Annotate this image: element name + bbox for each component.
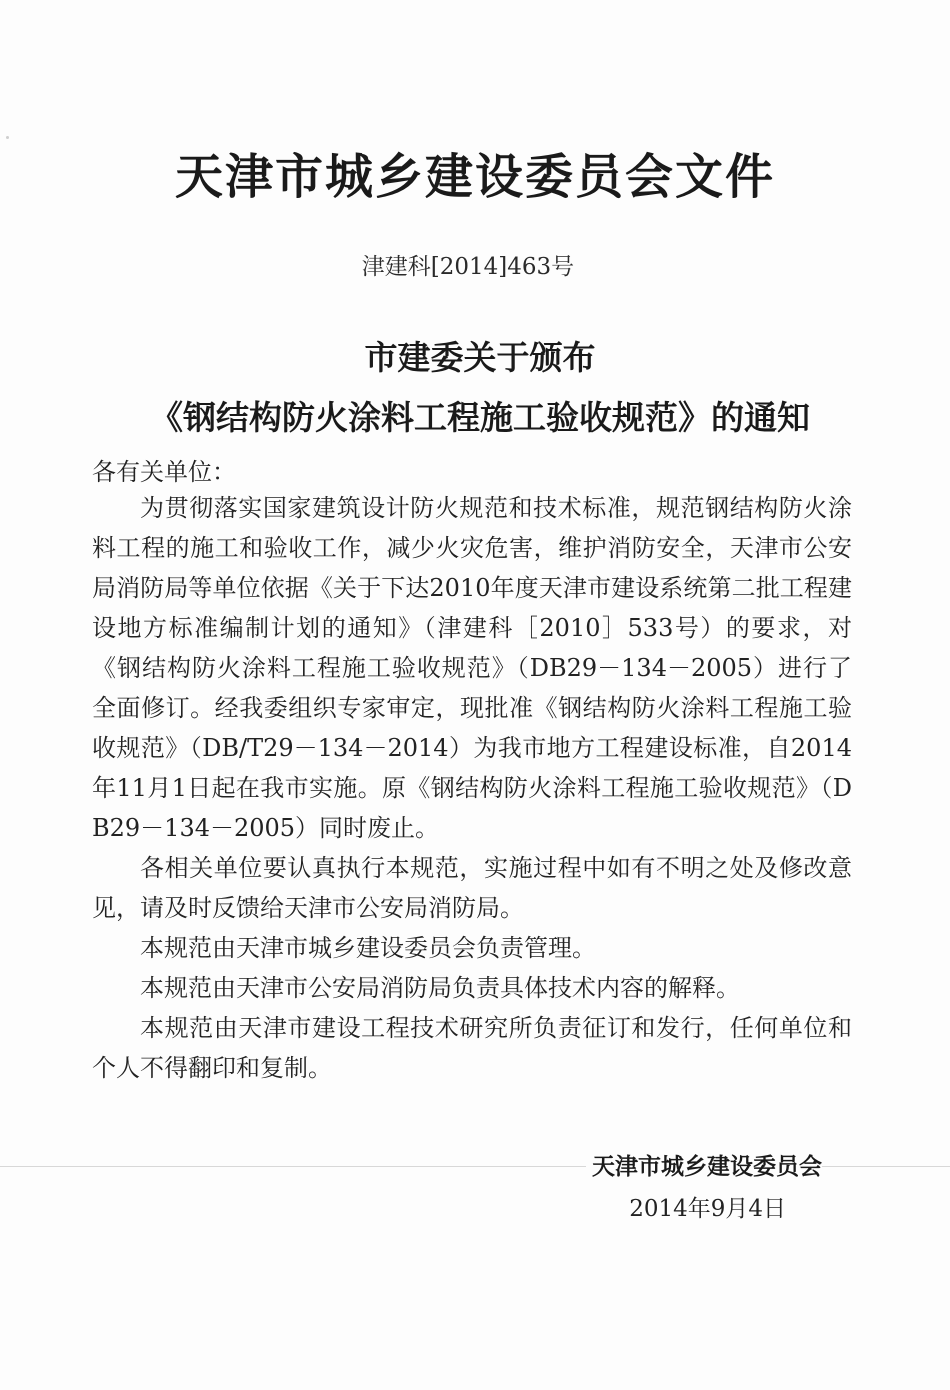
body-paragraph: 为贯彻落实国家建筑设计防火规范和技术标准，规范钢结构防火涂料工程的施工和验收工作，减少火灾危害，维护消防安全，天津市公安局消防局等单位依据《关于下达2010年度天津市建设系统第二批工程建设地方标准编制计划的通知》（津建科［2010］533号）的要求，对《钢结构防火涂料工程施工验收规范》（DB29－134－2005）进行了全面修订。经我委组织专家审定，现批准《钢结构防火涂料工程施工验收规范》（DB/T29－134－2014）为我市地方工程建设标准，自2014年11月1日起在我市实施。原《钢结构防火涂料工程施工验收规范》（DB29－134－2005）同时废止。: [92, 494, 852, 842]
notice-title-line-2: 《钢结构防火涂料工程施工验收规范》的通知: [150, 398, 810, 437]
body-paragraph: 各相关单位要认真执行本规范，实施过程中如有不明之处及修改意见，请及时反馈给天津市公安局消防局。: [92, 854, 852, 922]
salutation: 各有关单位：: [92, 458, 236, 486]
document-header: 天津市城乡建设委员会文件: [174, 149, 775, 205]
body-paragraph: 本规范由天津市城乡建设委员会负责管理。: [140, 934, 596, 962]
issue-date: 2014年9月4日: [629, 1196, 786, 1222]
body-paragraph: 本规范由天津市公安局消防局负责具体技术内容的解释。: [140, 974, 740, 1002]
issuing-authority: 天津市城乡建设委员会: [586, 1148, 822, 1181]
document-number: 津建科[2014]463号: [361, 254, 575, 280]
body-paragraph: 本规范由天津市建设工程技术研究所负责征订和发行，任何单位和个人不得翻印和复制。: [92, 1014, 852, 1082]
notice-body: [92, 488, 852, 1088]
notice-title-line-1: 市建委关于颁布: [364, 338, 596, 377]
